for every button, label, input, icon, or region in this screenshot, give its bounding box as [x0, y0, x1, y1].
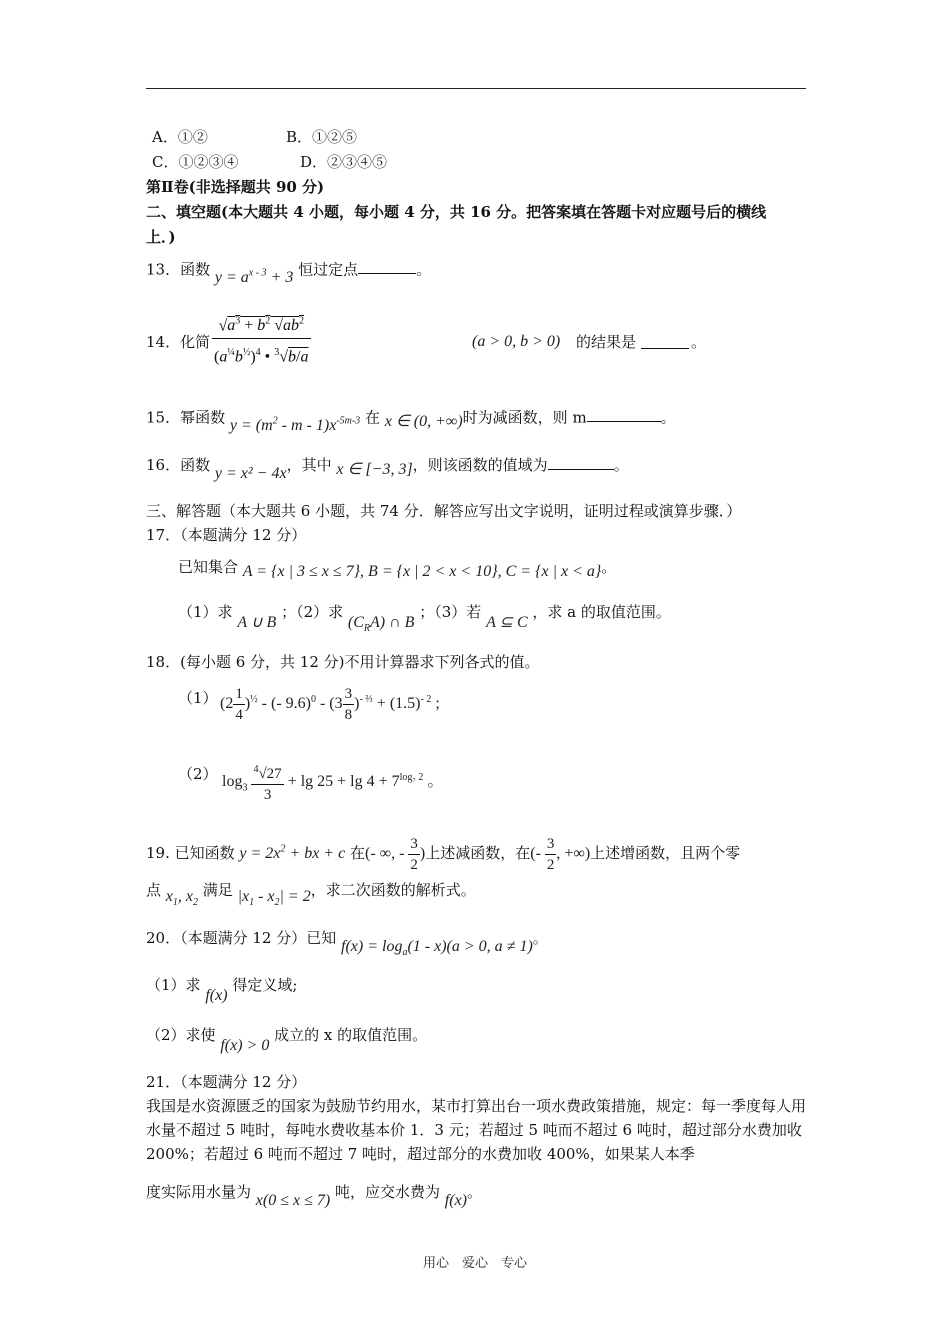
q21-text-c: 。 — [467, 1183, 483, 1201]
q20-part2 — [146, 1025, 428, 1054]
q19-line1 — [146, 834, 740, 875]
q16-domain: x ∈ [−3, 3] — [336, 461, 413, 478]
q20-part2-label: （2）求使 — [146, 1026, 216, 1044]
q20-part1-label: （1）求 — [146, 976, 201, 994]
q21-last-line — [146, 1182, 483, 1209]
q19-zeros: $x_1$, $x_2$ — [165, 888, 199, 909]
q13-text: 恒过定点 — [298, 260, 359, 279]
q17-part1-label: （1）求 — [178, 603, 233, 621]
q14-number: 14．化简 — [146, 333, 211, 351]
q21-text-a: 度实际用水量为 — [146, 1183, 252, 1201]
q15-formula: $y = (m^2 - m - 1)x^{-5m-3}$ — [229, 416, 361, 435]
section2-title: 第Ⅱ卷(非选择题共 90 分) — [146, 178, 325, 196]
q19-interval-1: (- ∞, - $\frac{3}{2}$ ) — [365, 836, 426, 873]
q13-answer-blank[interactable] — [358, 259, 416, 274]
header-rule — [146, 88, 806, 89]
q15-text2: 时为减函数，则 m — [462, 408, 587, 427]
q20-part1-formula: f(x) — [205, 987, 228, 1004]
q13-formula: $y = a^{x - 3} + 3$ — [214, 268, 294, 287]
q17-parts — [178, 602, 671, 635]
q19-interval-2: (- $\frac{3}{2}$ , +∞) — [530, 836, 591, 873]
q16-end: 。 — [613, 456, 629, 474]
q17-part3-label: ；（3）若 — [419, 603, 482, 621]
q21-paragraph: 我国是水资源匮乏的国家为鼓励节约用水，某市打算出台一项水费政策措施，规定：每一季度每人用水量不超过 5 吨时，每吨水费收基本价 1．3 元；若超过 5 吨而不超过 6 吨时，超过部分水费加收 200%；若超过 6 吨而不超过 7 吨时，超过部分的水费加收 400%，如果某人本季 — [146, 1097, 807, 1163]
q17-number: 17．（本题满分 12 分） — [146, 526, 307, 544]
q19-text-a: 19. 已知函数 — [146, 844, 235, 863]
q17-given-text: 已知集合 — [178, 558, 239, 576]
q18-number: 18．(每小题 6 分，共 12 分)不用计算器求下列各式的值。 — [146, 653, 540, 671]
q14-answer-blank[interactable] — [641, 334, 689, 349]
q16-text2: ，则该函数的值域为 — [412, 456, 548, 474]
q15-answer-blank[interactable] — [587, 407, 661, 422]
q17-part2-formula: $(C_RA)$ ∩ B — [347, 614, 415, 635]
q17-part1-formula: A ∪ B — [237, 614, 277, 631]
question-15 — [146, 404, 676, 435]
q20-number: 20．（本题满分 12 分）已知 — [146, 929, 337, 947]
q17-given — [178, 557, 616, 578]
q15-domain: x ∈ (0, +∞) — [384, 413, 463, 431]
q20-part2-formula: f(x) > 0 — [220, 1037, 270, 1054]
section3-header: 三、解答题（本大题共 6 小题，共 74 分．解答应写出文字说明，证明过程或演算步骤．） — [146, 502, 742, 520]
q19-text-d: 上述增函数，且两个零 — [590, 844, 741, 863]
q21-text-b: 吨，应交水费为 — [335, 1183, 441, 1201]
q21-fee-function: f(x) — [444, 1192, 467, 1209]
q17-part3-formula: A ⊆ C — [486, 614, 528, 631]
option-b: B．①②⑤ — [286, 128, 358, 146]
q20-part1-text: 得定义域; — [232, 976, 298, 994]
q20-part1 — [146, 975, 298, 1004]
q18-part2-label: （2） — [178, 765, 218, 783]
q17-part2-label: ；（2）求 — [281, 603, 344, 621]
q19-text-c: 上述减函数，在 — [425, 844, 531, 863]
q16-text1: ，其中 — [286, 456, 332, 474]
q13-number: 13．函数 — [146, 260, 211, 279]
fill-header-line1: 二、填空题(本大题共 4 小题，每小题 4 分，共 16 分。把答案填在答题卡对应题号后的横线 — [146, 203, 767, 221]
q19-function: $y = 2x^2$ + bx + c — [239, 843, 346, 863]
q15-end: 。 — [660, 408, 676, 427]
q17-sets: A = {x | 3 ≤ x ≤ 7}, B = {x | 2 < x < 10}, C = {x | x < a} — [242, 563, 602, 580]
option-c: C．①②③④ — [152, 153, 239, 171]
q14-condition: (a > 0, b > 0) — [472, 333, 561, 350]
q18-part1-formula: (2 $\frac{1}{4}$ )$^{\frac{1}{2}}$ - (- 9.6)$^0$ - (3 $\frac{3}{8}$ )$^{- \frac{2}{3}} + (1.5)^{- 2}$ ; — [220, 686, 440, 723]
q19-line2 — [146, 880, 476, 907]
q19-text-b: 在 — [349, 844, 365, 863]
q16-answer-blank[interactable] — [548, 455, 614, 470]
q17-part4-label: ，求 a 的取值范围。 — [532, 603, 671, 621]
q19-text-e: 点 — [146, 881, 162, 899]
option-a: A．①② — [152, 128, 208, 146]
q15-text1: 在 — [364, 408, 380, 427]
q21-number: 21．（本题满分 12 分） — [146, 1073, 307, 1091]
q20-end: 。 — [532, 929, 548, 947]
option-d: D．②③④⑤ — [300, 153, 388, 171]
q20-header — [146, 928, 548, 959]
q15-number: 15．幂函数 — [146, 408, 226, 427]
q19-condition: $|x_1 - x_2| = 2$ — [237, 888, 311, 909]
page-footer: 用心 爱心 专心 — [422, 1256, 527, 1271]
q19-text-f: 满足 — [202, 881, 233, 899]
q13-end: 。 — [416, 260, 432, 279]
q14-end: 。 — [691, 333, 707, 351]
q14-text: 的结果是 — [576, 333, 637, 351]
question-13 — [146, 256, 432, 287]
q21-range: x(0 ≤ x ≤ 7) — [255, 1192, 331, 1209]
fill-header-line2: 上．) — [146, 228, 176, 246]
q20-formula: $f(x) = \log_a(1 - x)(a > 0$, a ≠ 1) — [341, 938, 533, 959]
q14-fraction: $\frac{√a^3 + b^2 √ab^2}{(a^{\frac{1}{4}}b^{\frac{1}{2}})^4 • ^3√b/a}$ — [212, 310, 311, 368]
q18-part1-label: （1） — [178, 689, 218, 707]
q18-part2-formula: $\log_3$ $\frac{^4√27}{3}$ + $\lg 25 + \lg 4 + 7^{log_7 2}$ 。 — [222, 760, 443, 805]
question-16 — [146, 455, 629, 482]
q19-text-g: ，求二次函数的解析式。 — [310, 881, 476, 899]
q16-number: 16．函数 — [146, 456, 211, 474]
q17-given-end: 。 — [601, 558, 617, 576]
q20-part2-text: 成立的 x 的取值范围。 — [274, 1026, 428, 1044]
q16-formula: y = x² − 4x — [214, 465, 287, 482]
